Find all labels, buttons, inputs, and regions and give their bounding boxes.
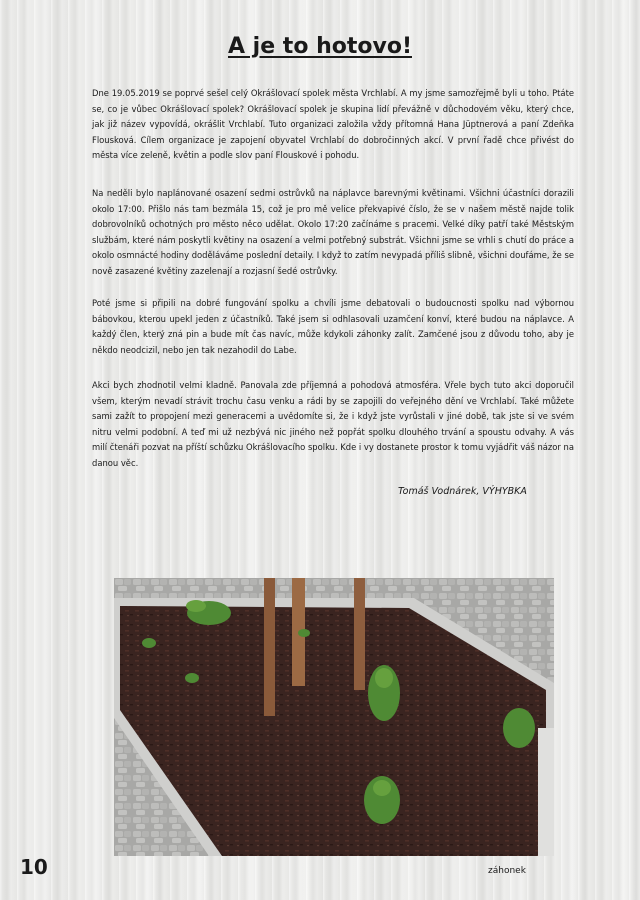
article-paragraph-2: Na neděli bylo naplánované osazení sedmi ostrůvků na náplavce barevnými květinami. Všichni účastníci dorazili okolo 17:00. Přišlo nás tam bezmála 15, což je pro mě velice překvapivé číslo, že se v našem městě najde tolik dobrovolníků ochotných pro město něco udělat. Okolo 17:20 začínáme s pracemi. Velké díky patří také Městským službám, které nám poskytli květiny na osazení a velmi potřebný substrát. Všichni jsme se vrhli s chutí do práce a okolo osmnácté hodiny doděláváme poslední detaily. I když to zatím nevypadá příliš slibně, všichni doufáme, že se nově zasazené květiny zazelenají a rozjasní šedé ostrůvky. bbox=[92, 188, 574, 276]
article-title: A je to hotovo! bbox=[228, 34, 412, 59]
flowerbed-illustration bbox=[114, 578, 554, 856]
article-paragraph-3: Poté jsme si připili na dobré fungování spolku a chvíli jsme debatovali o budoucnosti spolku nad výbornou bábovkou, kterou upekl jeden z účastníků. Také jsem si odhlasovali uzamčení konví, které budou na náplavce. A každý člen, který zná pin a bude mít čas navíc, může kdykoli záhonky zalít. Zamčené jsou z důvodu toho, aby je někdo neodcizil, nebo jen tak nezahodil do Labe. bbox=[92, 298, 574, 355]
author-signature: Tomáš Vodnárek, VÝHYBKA bbox=[398, 486, 527, 497]
photo-caption: záhonek bbox=[488, 866, 526, 876]
article-paragraph-4: Akci bych zhodnotil velmi kladně. Panovala zde příjemná a pohodová atmosféra. Vřele bych tuto akci doporučil všem, kterým nevadí strávit trochu času venku a rádi by se zapojili do veřejného dění ve Vrchlabí. Také můžete sami zažít to propojení mezi generacemi a uvědomíte si, že i když jste vyrůstali v jiné době, tak jste si ve svém nitru velmi podobní. A teď mi už nezbývá nic jiného než popřát spolku dlouhého trvání a spoustu odvahy. A vás milí čtenáři pozvat na příští schůzku Okrášlovacího spolku. Kde i vy dostanete prostor k tomu vyjádřit váš názor na danou věc. bbox=[92, 380, 574, 468]
flowerbed-photo bbox=[114, 578, 554, 856]
article-paragraph-1: Dne 19.05.2019 se poprvé sešel celý Okrášlovací spolek města Vrchlabí. A my jsme samozřejmě byli u toho. Ptáte se, co je vůbec Okrášlovací spolek? Okrášlovací spolek je skupina lidí převážně v důchodovém věku, který chce, jak již název vypovídá, okrášlit Vrchlabí. Tuto organizaci založila vždy přítomná Hana Jüptnerová a paní Zdeňka Flousková. Cílem organizace je zapojení obyvatel Vrchlabí do dobročinných akcí. V první řadě chce přivést do města více zeleně, květin a podle slov paní Flouskové i pohodu. bbox=[92, 88, 574, 160]
page-number: 10 bbox=[20, 855, 48, 879]
